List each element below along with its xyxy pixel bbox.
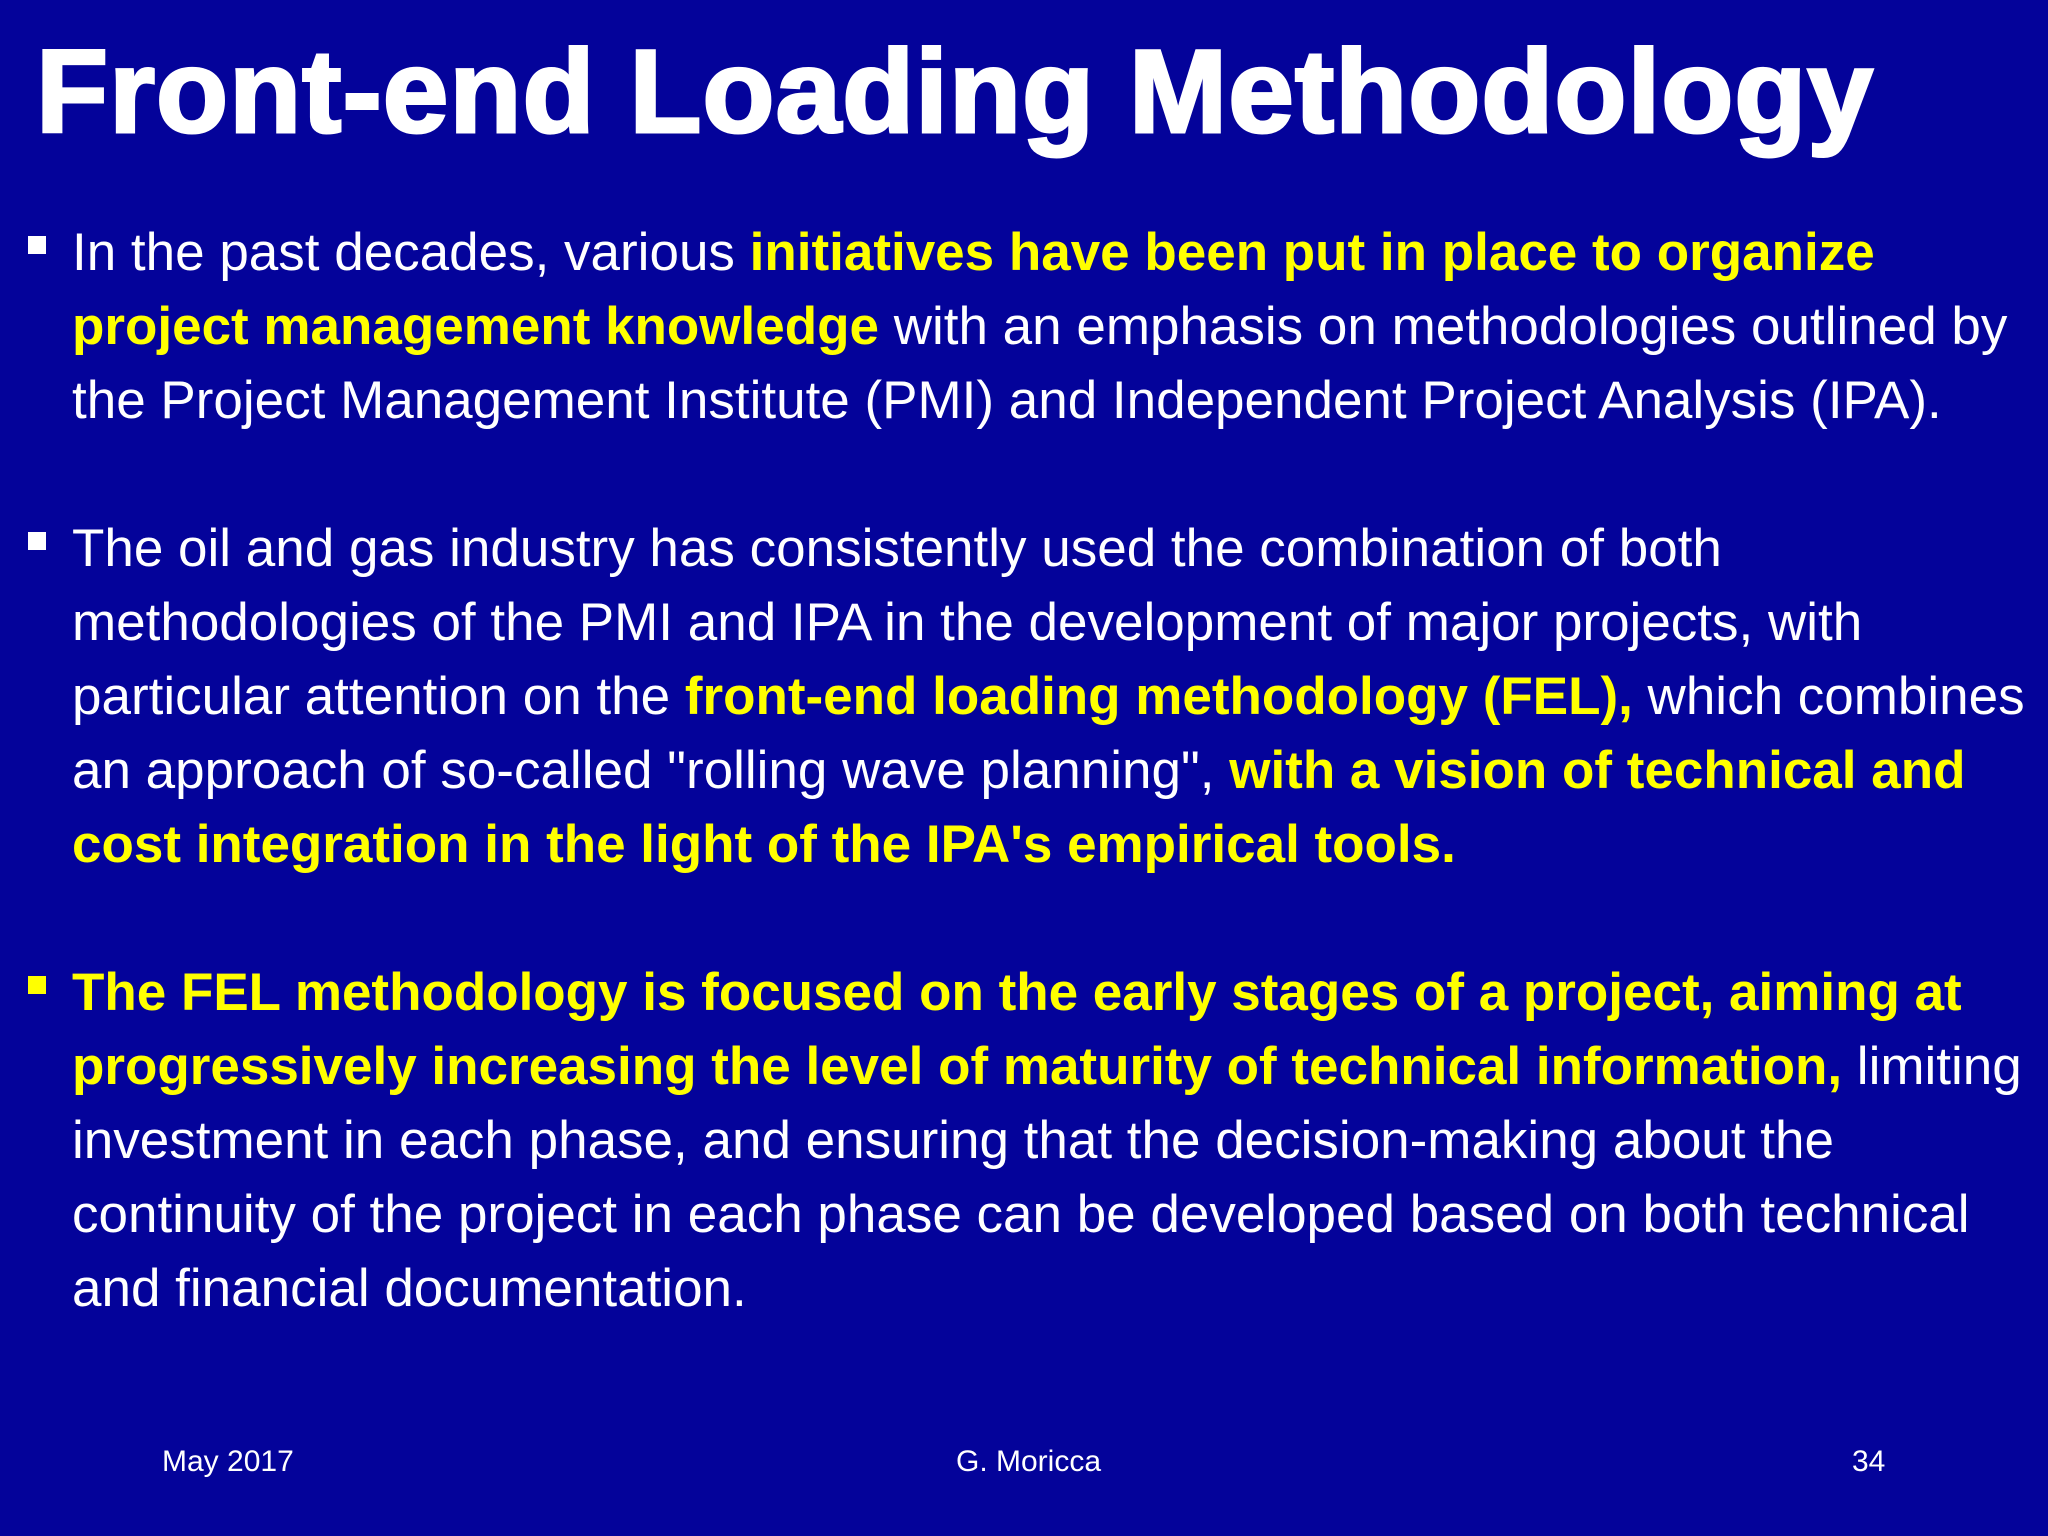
footer-author: G. Moricca bbox=[956, 1445, 1102, 1478]
square-bullet-icon bbox=[28, 236, 46, 254]
bullet-highlight-segment: front-end loading methodology (FEL), bbox=[684, 667, 1633, 726]
footer-date: May 2017 bbox=[162, 1445, 294, 1478]
bullet-text-segment: limiting investment in each phase, and ensuring that the decision-making about the continuity of the project in each phase can be developed based on both technical and financial documentation. bbox=[72, 1037, 2022, 1318]
bullet-highlight-segment: The FEL methodology is focused on the early stages of a project, aiming at progressively increasing the level of maturity of technical information, bbox=[72, 963, 1962, 1096]
bullet-item bbox=[0, 956, 2048, 1326]
slide-number: 34 bbox=[1852, 1445, 1886, 1478]
bullet-highlight-segment: initiatives have been put in place to organize project management knowledge bbox=[72, 223, 1875, 356]
square-bullet-icon bbox=[28, 976, 46, 994]
bullet-text-segment: The oil and gas industry has consistently used the combination of both methodologies of the PMI and IPA in the development of major projects, with particular attention on the bbox=[72, 519, 1863, 726]
bullet-text-segment: which combines an approach of so-called "rolling wave planning", bbox=[72, 667, 2025, 800]
bullet-text-segment: with an emphasis on methodologies outlined by the Project Management Institute (PMI) and Independent Project Analysis (IPA). bbox=[72, 297, 2008, 430]
slide-title: Front-end Loading Methodology bbox=[36, 26, 1875, 158]
bullet-text-segment: In the past decades, various bbox=[72, 223, 750, 282]
bullet-list bbox=[0, 216, 2048, 1326]
bullet-item bbox=[0, 512, 2048, 882]
bullet-item bbox=[0, 216, 2048, 438]
bullet-highlight-segment: with a vision of technical and cost integration in the light of the IPA's empirical tools. bbox=[72, 741, 1966, 874]
square-bullet-icon bbox=[28, 532, 46, 550]
